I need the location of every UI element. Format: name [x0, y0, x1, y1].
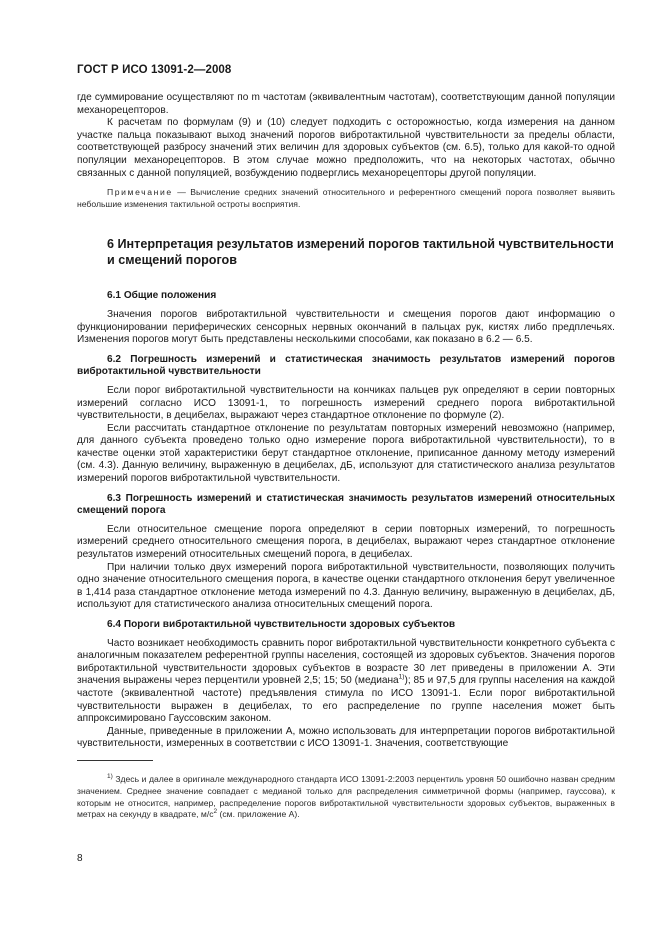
section-title: 6 Интерпретация результатов измерений порогов тактильной чувствительности и смещений порогов [107, 236, 614, 267]
subsection-title: 6.2 Погрешность измерений и статистическая значимость результатов измерений порогов вибротактильной чувствительности [77, 353, 615, 378]
subsection-title: 6.3 Погрешность измерений и статистическая значимость результатов измерений относительных смещений порога [77, 492, 615, 517]
paragraph: Данные, приведенные в приложении А, можно использовать для интерпретации порогов вибротактильной чувствительности, измеренных в соответствии с ИСО 13091-1. Значения, соответствующие [77, 725, 615, 750]
footnote [77, 774, 615, 821]
paragraph: Если относительное смещение порога определяют в серии повторных измерений, то погрешность измерений среднего относительного смещения порога, в децибелах, выражают через стандартное отклонение результатов измерений относительных смещений порога, в децибелах. [77, 523, 615, 561]
footnote-divider [77, 760, 153, 761]
paragraph: Если порог вибротактильной чувствительности на кончиках пальцев рук определяют в серии повторных измерений согласно ИСО 13091-1, то погрешность измерений среднего порога вибротактильной чувствительности, в децибелах, выражают через стандартное отклонение по формуле (2). [77, 384, 615, 422]
page-number: 8 [77, 853, 83, 864]
footnote-mark: 1) [107, 773, 113, 781]
paragraph-text: Часто возникает необходимость сравнить порог вибротактильной чувствительности конкретного субъекта с аналогичным показателем референтной группы населения, состоящей из здоровых субъектов. Значения порогов вибротактильной чувствительности здоровых субъектов в возрасте 30 лет приведены в приложении А. Эти значения выражены через перцентили уровней 2,5; 15; 50 (медиана [77, 637, 615, 687]
paragraph-text: ); 85 и 97,5 для группы населения на каждой частоте (эквивалентной частоте) предъявления стимула по ИСО 13091-1. Если порог вибротактильной чувствительности выражен в децибелах, то его распределение по группе населения может быть аппроксимировано Гауссовским законом. [77, 675, 615, 725]
subsection-title: 6.4 Пороги вибротактильной чувствительности здоровых субъектов [107, 619, 456, 630]
note [77, 187, 615, 211]
footnote-exponent: 2 [213, 808, 218, 816]
subsection-title: 6.1 Общие положения [107, 290, 217, 302]
footnote-text: Здесь и далее в оригинале международного стандарта ИСО 13091-2:2003 перцентиль уровня 50 ошибочно назван средним значением. Среднее значение совпадает с медианой только для распределения симметричной формы (например, гауссова), к которым не относится, например, распределение порогов вибротактильной чувствительности здоровых субъектов, выраженных в метрах на секунду в квадрате, м/с [77, 773, 615, 820]
note-text: — Вычисление средних значений относительного и референтного смещений порога позволяет выявить небольшие изменения тактильной остроты восприятия. [77, 187, 615, 209]
page-content [77, 92, 615, 821]
document-header: ГОСТ Р ИСО 13091-2—2008 [77, 64, 232, 76]
footnote-ref: 1) [398, 674, 405, 682]
note-label: Примечание [107, 187, 173, 198]
footnote-tail: (см. приложение А). [217, 809, 300, 820]
paragraph: Если рассчитать стандартное отклонение по результатам повторных измерений невозможно (например, для данного субъекта проведено только одно измерение порога вибротактильной чувствительности), то в качестве оценки этой характеристики берут стандартное отклонение, приписанное данному методу измерений (см. 4.3). Данную величину, выраженную в децибелах, дБ, используют для статистического анализа результатов измерений порогов вибротактильной чувствительности. [77, 422, 615, 485]
paragraph [77, 638, 615, 726]
paragraph: К расчетам по формулам (9) и (10) следует подходить с осторожностью, когда измерения на данном участке пальца показывают выход значений порогов вибротактильной чувствительности за пределы области, соответствующей разбросу значений этих величин для здоровых субъектов (см. 6.5), только для какой-то одной популяции механорецепторов. В этом случае можно предположить, что на некоторых частотах, обычно связанных с данной популяцией, возбуждению подверглись механорецепторы другой популяции. [77, 117, 615, 179]
paragraph: где суммирование осуществляют по m частотам (эквивалентным частотам), соответствующим данной популяции механорецепторов. [77, 92, 615, 116]
paragraph: Значения порогов вибротактильной чувствительности и смещения порогов дают информацию о функционировании периферических сенсорных нервных окончаний в пальцах рук, кистях либо предплечьях. Изменения порогов могут быть представлены несколькими способами, как показано в 6.2 — 6.5. [77, 308, 615, 346]
paragraph: При наличии только двух измерений порога вибротактильной чувствительности, позволяющих получить одно значение относительного смещения порога, в качестве оценки стандартного отклонения берут увеличенное в 1,414 раза стандартное отклонение метода измерений по 4.3. Данную величину, выраженную в децибелах, дБ, используют для статистического анализа относительных смещений порога. [77, 561, 615, 611]
